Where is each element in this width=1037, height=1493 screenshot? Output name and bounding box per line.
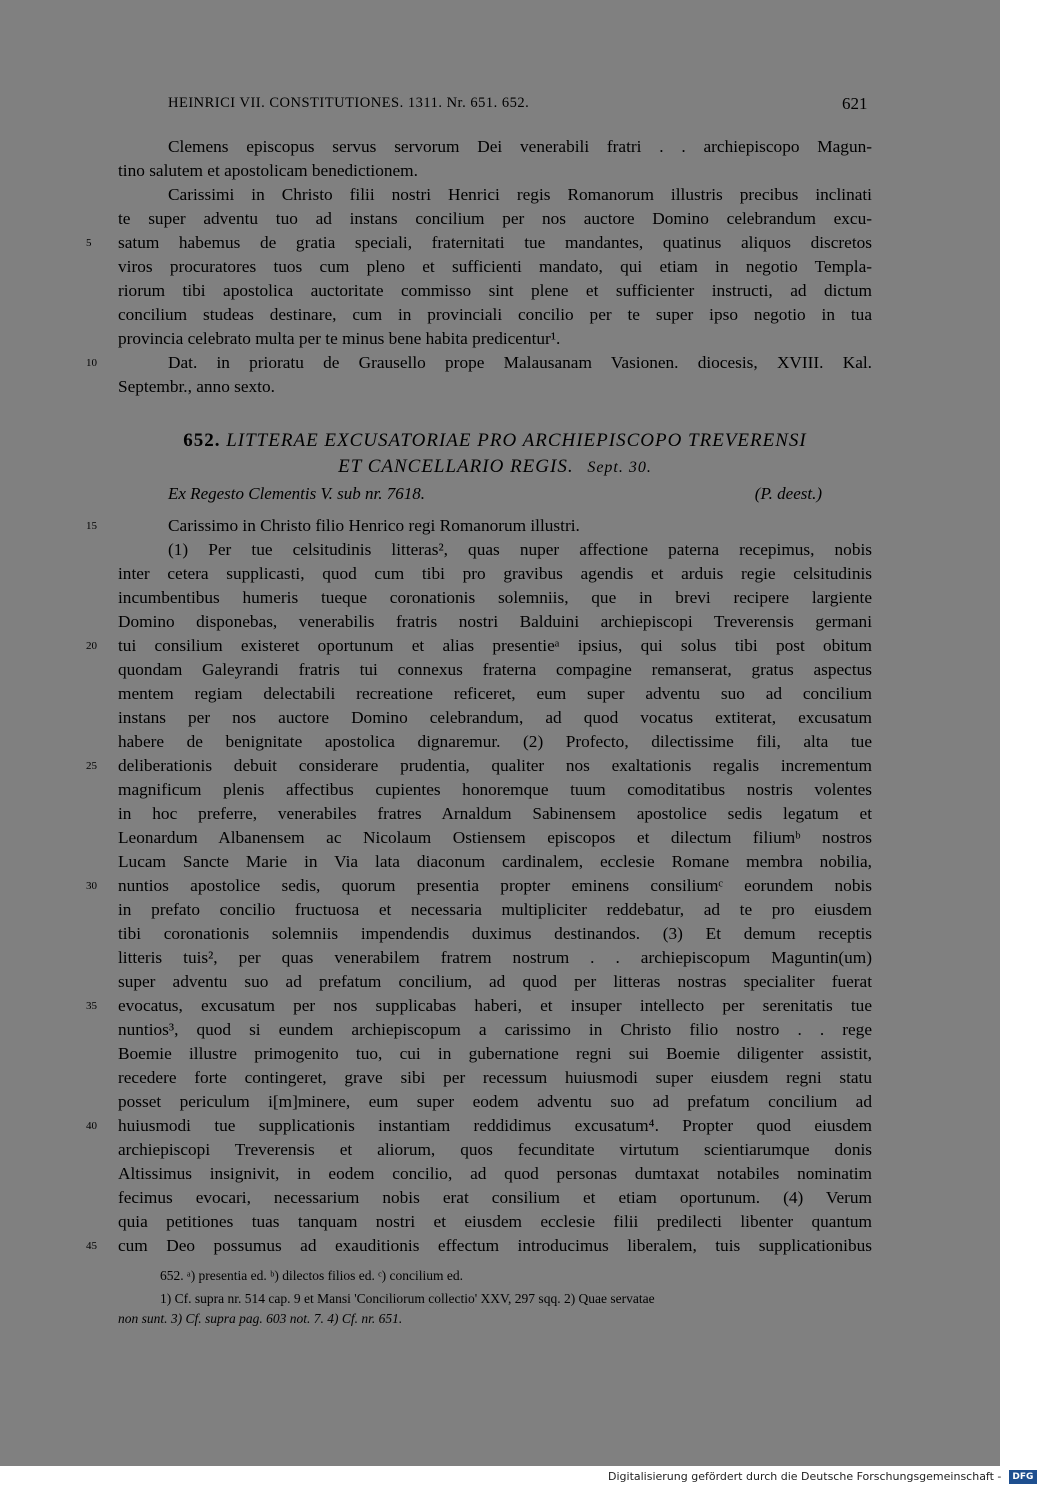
text-line: Carissimi in Christo filii nostri Henrici regis Romanorum illustris precibus inclinati — [168, 185, 872, 204]
text-line: te super adventu tuo ad instans concilium per nos auctore Domino celebrandum excu- — [118, 209, 872, 228]
text-line: Carissimo in Christo filio Henrico regi Romanorum illustri. — [168, 516, 580, 535]
text-line: satum habemus de gratia speciali, fraternitati tue mandantes, quatinus aliquos discretos — [118, 233, 872, 252]
text-line: deliberationis debuit considerare prudentia, qualiter nos exaltationis regalis incrementum — [118, 756, 872, 775]
document-date: Sept. 30. — [587, 459, 652, 476]
source-line — [168, 484, 822, 504]
text-line: huiusmodi tue supplicationis instantiam reddidimus excusatum⁴. Propter quod eiusdem — [118, 1116, 872, 1135]
text-line: in prefato concilio fructuosa et necessaria multipliciter reddebatur, ad te pro eiusdem — [118, 900, 872, 919]
text-line: Septembr., anno sexto. — [118, 377, 275, 396]
source-text: Ex Regesto Clementis V. sub nr. 7618. — [168, 484, 426, 503]
text-line: archiepiscopi Treverensis et aliorum, quos fecunditate virtutum scientiarumque donis — [118, 1140, 872, 1159]
line-number: 35 — [86, 1000, 97, 1012]
text-line: tibi coronationis solemniis impendendis duximus destinandos. (3) Et demum receptis — [118, 924, 872, 943]
text-line: in hoc preferre, venerabiles fratres Arnaldum Sabinensem apostolice sedis legatum et — [118, 804, 872, 823]
text-line: evocatus, excusatum per nos supplicabas haberi, et insuper intellecto per serenitatis tue — [118, 996, 872, 1015]
text-line: instans per nos auctore Domino celebrandum, ad quod vocatus extiterat, excusatum — [118, 708, 872, 727]
text-line: Boemie illustre primogenito tuo, cui in gubernatione regni sui Boemie diligenter assistit, — [118, 1044, 872, 1063]
text-line: provincia celebrato multa per te minus bene habita predicentur¹. — [118, 329, 561, 348]
line-number: 15 — [86, 520, 97, 532]
text-line: mentem regiam delectabili recreatione reficeret, eum super adventu suo ad concilium — [118, 684, 872, 703]
text-line: posset periculum i[m]minere, eum super eodem adventu suo ad prefatum concilium ad — [118, 1092, 872, 1111]
digitization-footer — [608, 1470, 1034, 1490]
text-line: Altissimus insignivit, in eodem concilio, ad quod personas dumtaxat notabiles nominatim — [118, 1164, 872, 1183]
text-line: Lucam Sancte Marie in Via lata diaconum cardinalem, ecclesie Romane membra nobilia, — [118, 852, 872, 871]
title-line-1: LITTERAE EXCUSATORIAE PRO ARCHIEPISCOPO TREVERENSI — [226, 430, 807, 451]
line-number: 40 — [86, 1120, 97, 1132]
text-line: super adventu suo ad prefatum concilium, ad quod per litteras nostras specialiter fuerat — [118, 972, 872, 991]
text-line: incumbentibus humeris tueque coronationis solemniis, que in brevi recipere largiente — [118, 588, 872, 607]
line-number: 20 — [86, 640, 97, 652]
page-number: 621 — [842, 94, 868, 113]
text-line: inter cetera supplicasti, quod cum tibi pro gravibus agendis et arduis regie celsitudinis — [118, 564, 872, 583]
text-line: tui consilium existeret oportunum et alias presentieᵃ ipsius, qui solus tibi post obitum — [118, 636, 872, 655]
text-line: nuntios³, quod si eundem archiepiscopum a carissimo in Christo filio nostro . . rege — [118, 1020, 872, 1039]
text-line: Clemens episcopus servus servorum Dei venerabili fratri . . archiepiscopo Magun- — [168, 137, 872, 156]
text-line: Domino disponebas, venerabilis fratris nostri Balduini archiepiscopi Treverensis germani — [118, 612, 872, 631]
document-title-2 — [118, 456, 872, 478]
line-number: 30 — [86, 880, 97, 892]
footnote-line: 1) Cf. supra nr. 514 cap. 9 et Mansi 'Conciliorum collectio' XXV, 297 sqq. 2) Quae servatae — [160, 1291, 655, 1306]
footer-text: Digitalisierung gefördert durch die Deutsche Forschungsgemeinschaft - — [608, 1470, 1002, 1483]
running-head: HEINRICI VII. CONSTITUTIONES. 1311. Nr. 651. 652. — [168, 95, 530, 111]
document-title — [118, 430, 872, 452]
text-line: (1) Per tue celsitudinis litteras², quas nuper affectione paterna recepimus, nobis — [168, 540, 872, 559]
text-line: magnificum plenis affectibus cupientes honoremque tuum comoditatibus nostris volentes — [118, 780, 872, 799]
text-line: cum Deo possumus ad exauditionis effectum introducimus liberalem, tuis supplicationibus — [118, 1236, 872, 1255]
variant-footnotes: 652. ᵃ) presentia ed. ᵇ) dilectos filios ed. ᶜ) concilium ed. — [160, 1268, 463, 1283]
text-line: riorum tibi apostolica auctoritate commisso sint plene et sufficienter instructi, ad dictum — [118, 281, 872, 300]
text-line: quondam Galeyrandi fratris tui connexus fraterna compagine remanserat, gratus aspectus — [118, 660, 872, 679]
text-line: quia petitiones tuas tanquam nostri et eiusdem ecclesie filii predilecti libenter quantum — [118, 1212, 872, 1231]
line-number: 5 — [86, 237, 92, 249]
text-line: habere de benignitate apostolica dignaremur. (2) Profecto, dilectissime fili, alta tue — [118, 732, 872, 751]
text-line: viros procuratores tuos cum pleno et sufficienti mandato, qui etiam in negotio Templa- — [118, 257, 872, 276]
line-number: 10 — [86, 357, 97, 369]
text-line: litteris tuis², per quas venerabilem fratrem nostrum . . archiepiscopum Maguntin(um) — [118, 948, 872, 967]
title-line-2: ET CANCELLARIO REGIS. — [338, 456, 574, 477]
text-line: concilium studeas destinare, cum in provinciali concilio per te super ipso negotio in tua — [118, 305, 872, 324]
line-number: 25 — [86, 760, 97, 772]
footnote-line: non sunt. 3) Cf. supra pag. 603 not. 7. 4) Cf. nr. 651. — [118, 1311, 403, 1326]
text-line: fecimus evocari, necessarium nobis erat consilium et etiam oportunum. (4) Verum — [118, 1188, 872, 1207]
text-line: Leonardum Albanensem ac Nicolaum Ostiensem episcopos et dilectum filiumᵇ nostros — [118, 828, 872, 847]
text-line: recedere forte contingeret, grave sibi per recessum huiusmodi super eiusdem regni statu — [118, 1068, 872, 1087]
source-note: (P. deest.) — [754, 484, 822, 503]
dfg-logo: DFG — [1009, 1470, 1037, 1484]
text-line: nuntios apostolice sedis, quorum presentia propter eminens consiliumᶜ eorundem nobis — [118, 876, 872, 895]
document-number: 652. — [183, 430, 221, 451]
line-number: 45 — [86, 1240, 97, 1252]
text-line: tino salutem et apostolicam benedictionem. — [118, 161, 418, 180]
text-line: Dat. in prioratu de Grausello prope Malausanam Vasionen. diocesis, XVIII. Kal. — [168, 353, 872, 372]
